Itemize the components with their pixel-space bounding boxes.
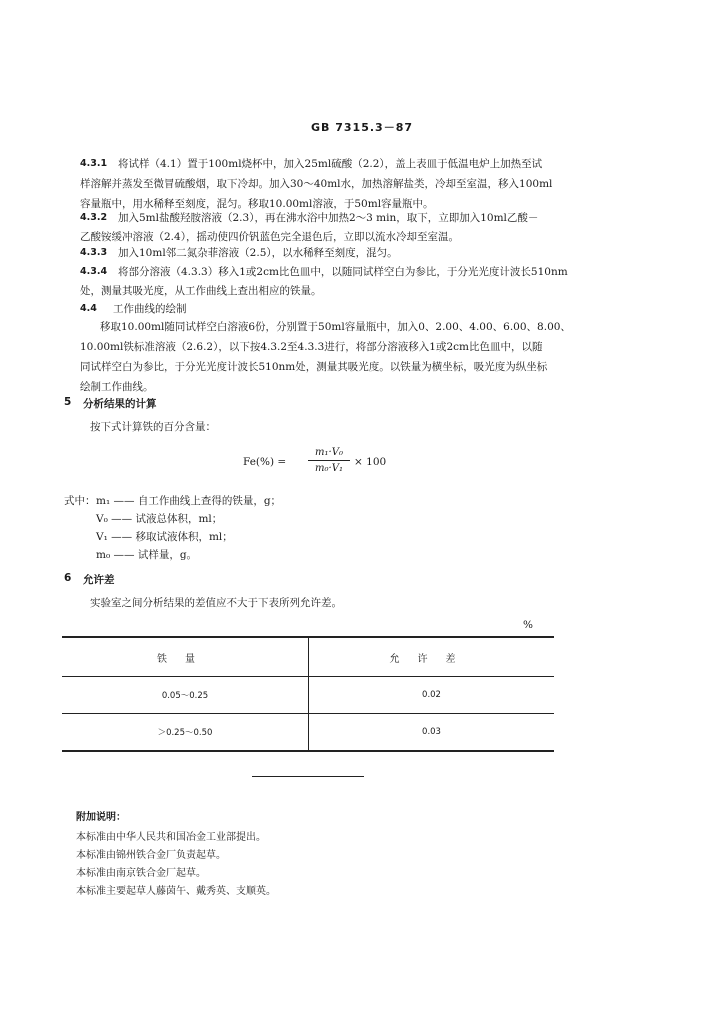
note-line: 本标准由中华人民共和国冶金工业部提出。 (76, 832, 266, 843)
notes-title: 附加说明： (76, 812, 126, 823)
table-row (62, 677, 554, 714)
clause-4-3-3-line1: 加入10ml邻二氮杂菲溶液（2.5），以水稀释至刻度，混匀。 (118, 247, 398, 259)
clause-4-3-4-number: 4.3.4 (80, 266, 108, 277)
note-line: 本标准主要起草人藤茵午、戴秀英、支顺英。 (76, 886, 276, 897)
formula-lhs: Fe(%) = (243, 456, 287, 468)
where-item-m0: m₀ —— 试样量，g。 (96, 549, 198, 561)
clause-4-3-1-line1: 将试样（4.1）置于100ml烧杯中，加入25ml硫酸（2.2），盖上表皿于低温电炉上加热至试 (118, 158, 543, 170)
where-label: 式中： (64, 495, 96, 507)
cell-range: 0.05～0.25 (62, 677, 309, 714)
cell-tolerance: 0.02 (309, 677, 555, 714)
note-line: 本标准由南京铁合金厂起草。 (76, 868, 206, 879)
clause-4-3-4-line1: 将部分溶液（4.3.3）移入1或2cm比色皿中，以随同试样空白为参比，于分光光度计波长510nm (118, 266, 568, 278)
formula-fraction (308, 447, 350, 474)
header-iron-content: 铁量 (62, 637, 309, 677)
cell-range: ＞0.25～0.50 (62, 714, 309, 752)
iron-content-formula (243, 445, 413, 485)
where-item-v0: V₀ —— 试液总体积，ml； (96, 513, 223, 525)
clause-4-3-1-line3: 容量瓶中，用水稀释至刻度，混匀。移取10.00ml溶液，于50ml容量瓶中。 (80, 198, 434, 210)
formula-rhs: × 100 (354, 456, 387, 468)
section-6-intro: 实验室之间分析结果的差值应不大于下表所列允许差。 (90, 597, 342, 609)
clause-4-3-2-line2: 乙酸铵缓冲溶液（2.4），摇动使四价钒蓝色完全退色后，立即以流水冷却至室温。 (80, 231, 459, 243)
section-5-number: 5 (64, 396, 72, 408)
clause-4-3-3-number: 4.3.3 (80, 247, 108, 258)
clause-4-3-2-number: 4.3.2 (80, 212, 108, 223)
section-6-number: 6 (64, 572, 72, 584)
cell-tolerance: 0.03 (309, 714, 555, 752)
section-6-title: 允许差 (83, 574, 115, 586)
page-header: GB 7315.3－87 (311, 121, 413, 134)
clause-4-4-title: 工作曲线的绘制 (113, 303, 187, 315)
clause-4-4-line4: 绘制工作曲线。 (80, 381, 154, 393)
table-unit: % (523, 619, 533, 631)
tolerance-table (62, 636, 554, 752)
clause-4-4-line2: 10.00ml铁标准溶液（2.6.2），以下按4.3.2至4.3.3进行，将部分溶液移入1或2cm比色皿中，以随 (80, 341, 543, 353)
clause-4-4-line1: 移取10.00ml随同试样空白溶液6份，分别置于50ml容量瓶中，加入0、2.00、4.00、6.00、8.00、 (100, 321, 571, 333)
table-row (62, 714, 554, 752)
formula-numerator: m₁·V₀ (315, 447, 343, 458)
header-tolerance: 允许差 (309, 637, 555, 677)
where-item-m1: m₁ —— 自工作曲线上查得的铁量，g； (96, 495, 282, 507)
section-5-title: 分析结果的计算 (83, 398, 157, 410)
section-5-intro: 按下式计算铁的百分含量： (90, 421, 216, 433)
clause-4-3-1-line2: 样溶解并蒸发至微冒硫酸烟，取下冷却。加入30～40ml水，加热溶解盐类，冷却至室温，移入100ml (80, 178, 553, 190)
where-item-v1: V₁ —— 移取试液体积，ml； (96, 531, 233, 543)
clause-4-3-4-line2: 处，测量其吸光度，从工作曲线上查出相应的铁量。 (80, 285, 322, 297)
clause-4-3-2-line1: 加入5ml盐酸羟胺溶液（2.3），再在沸水浴中加热2～3 min，取下，立即加入10ml乙酸－ (118, 212, 539, 224)
clause-4-4-number: 4.4 (80, 303, 97, 314)
clause-4-3-1-number: 4.3.1 (80, 158, 108, 169)
clause-4-4-line3: 同试样空白为参比，于分光光度计波长510nm处，测量其吸光度。以铁量为横坐标，吸光度为纵坐标 (80, 361, 548, 373)
fraction-bar (308, 460, 350, 461)
table-header-row (62, 637, 554, 677)
note-line: 本标准由锦州铁合金厂负责起草。 (76, 850, 226, 861)
separator-rule (252, 776, 364, 777)
formula-denominator: m₀·V₁ (315, 463, 343, 474)
